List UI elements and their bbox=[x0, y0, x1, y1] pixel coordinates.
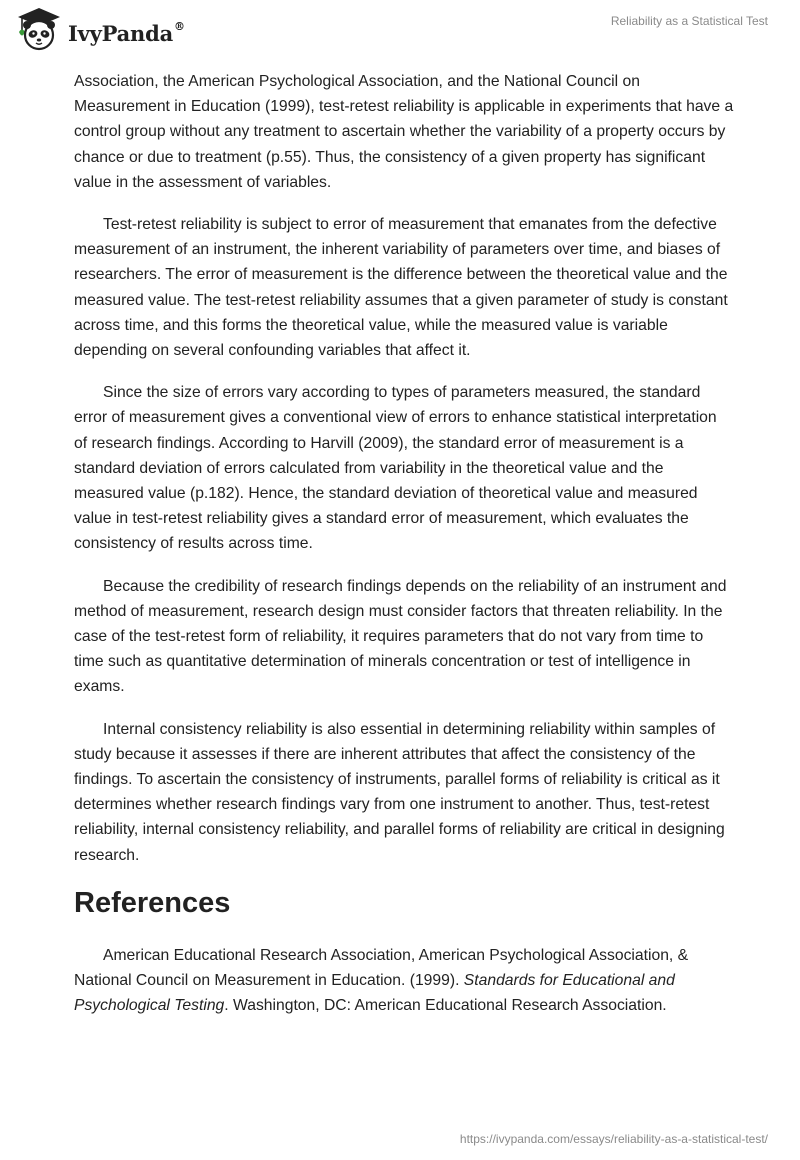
body-paragraph: Internal consistency reliability is also essential in determining reliability within samples of study because it assesses if there are inherent attributes that affect the consistency of the findings. To ascertain the consistency of instruments, parallel forms of reliability is critical as it determines whether research findings vary from one instrument to another. Thus, test-retest reliability, internal consistency reliability, and parallel forms of reliability are critical in designing research. bbox=[74, 720, 725, 864]
source-url[interactable]: https://ivypanda.com/essays/reliability-as-a-statistical-test/ bbox=[459, 1132, 768, 1146]
references-heading: References bbox=[74, 886, 231, 919]
panda-graduate-icon bbox=[14, 6, 64, 54]
document-title: Reliability as a Statistical Test bbox=[610, 14, 768, 28]
reference-entry bbox=[74, 943, 734, 1019]
reference-title: Standards for Educational and Psychological Testing bbox=[74, 972, 675, 1015]
brand-name: IvyPanda® bbox=[68, 19, 185, 46]
body-paragraph: Test-retest reliability is subject to error of measurement that emanates from the defective measurement of an instrument, the inherent variability of parameters over time, and biases of researchers. The error of measurement is the difference between the theoretical value and the measured value. The test-retest reliability assumes that a given parameter of study is constant across time, and this forms the theoretical value, while the measured value is variable depending on several confounding variables that affect it. bbox=[74, 216, 728, 360]
body-paragraph: Because the credibility of research findings depends on the reliability of an instrument and method of measurement, research design must consider factors that threaten reliability. In the case of the test-retest form of reliability, it requires parameters that do not vary from time to time such as quantitative determination of minerals concentration or test of intelligence in exams. bbox=[74, 577, 727, 696]
body-paragraph: Association, the American Psychological Association, and the National Council on Measurement in Education (1999), test-retest reliability is applicable in experiments that have a control group without any treatment to ascertain whether the variability of a property occurs by chance or due to treatment (p.55). Thus, the consistency of a given property has significant value in the assessment of variables. bbox=[74, 73, 734, 191]
reference-authors: American Educational Research Association, American Psychological Association, & National Council on Measurement in Education. (1999). bbox=[74, 946, 689, 990]
essay-body bbox=[74, 69, 734, 1036]
ivypanda-logo[interactable] bbox=[14, 6, 185, 54]
page-header bbox=[0, 0, 800, 62]
reference-publisher: . Washington, DC: American Educational Research Association. bbox=[224, 997, 667, 1015]
registered-mark: ® bbox=[174, 19, 185, 33]
body-paragraph: Since the size of errors vary according to types of parameters measured, the standard error of measurement gives a conventional view of errors to enhance statistical interpretation of research findings. According to Harvill (2009), the standard error of measurement is a standard deviation of errors calculated from variability in the theoretical value and the measured value (p.182). Hence, the standard deviation of theoretical value and measured value in test-retest reliability gives a standard error of measurement, which evaluates the consistency of results across time. bbox=[74, 384, 717, 553]
